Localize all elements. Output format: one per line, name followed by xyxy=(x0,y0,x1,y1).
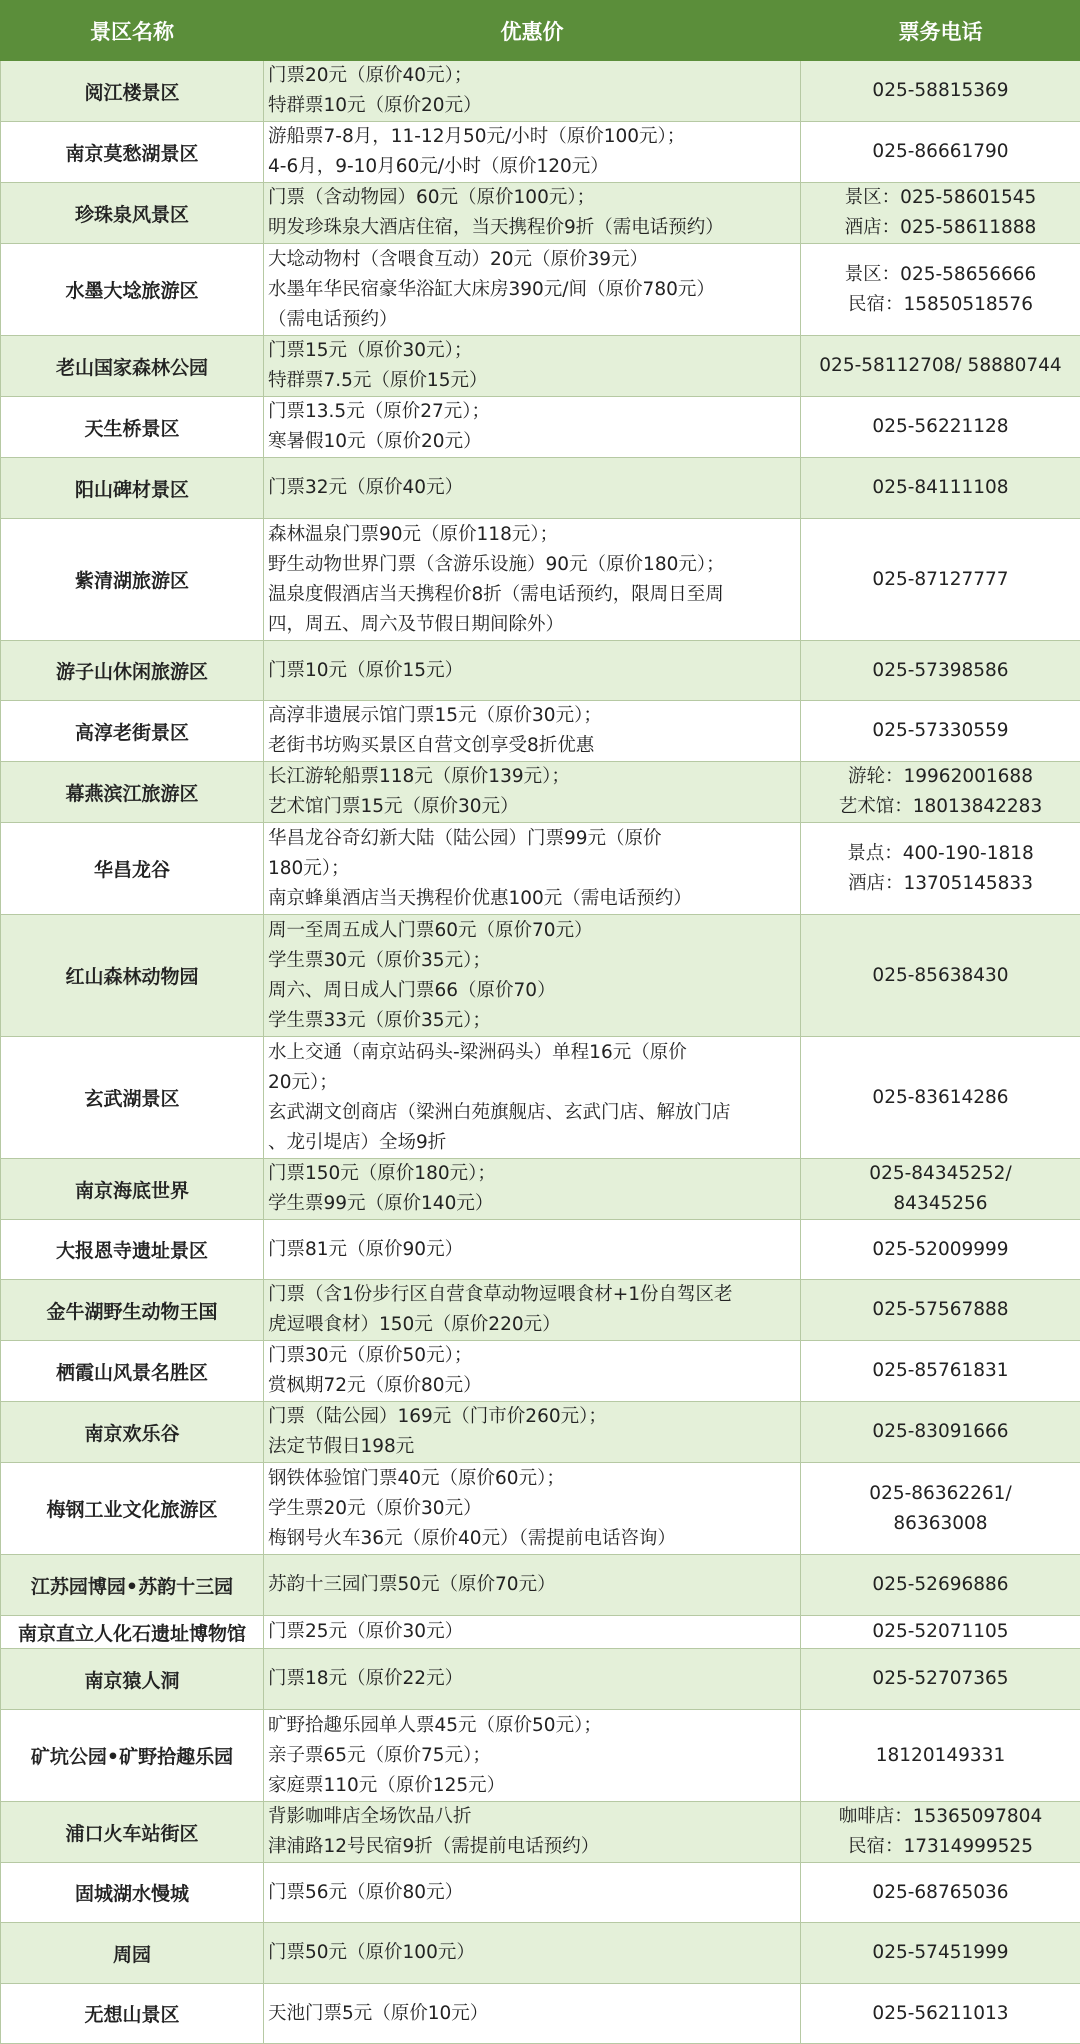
discount-line: 艺术馆门票15元（原价30元） xyxy=(268,796,519,817)
table-row xyxy=(1,1555,1080,1616)
discount-line: 家庭票110元（原价125元） xyxy=(268,1774,506,1796)
scenic-name-cell: 大报恩寺遗址景区 xyxy=(1,1220,264,1280)
header-ticket-phone: 票务电话 xyxy=(801,1,1080,61)
ticket-phone-cell xyxy=(801,1159,1080,1220)
discount-cell xyxy=(264,1037,801,1159)
table-row xyxy=(1,1037,1080,1159)
table-row xyxy=(1,183,1080,244)
scenic-name-cell: 江苏园博园•苏韵十三园 xyxy=(1,1555,264,1616)
phone-line: 86363008 xyxy=(893,1512,988,1534)
table-row xyxy=(1,1341,1080,1402)
discount-line: 周一至周五成人门票60元（原价70元） xyxy=(268,919,593,941)
discount-line: 温泉度假酒店当天携程价8折（需电话预约，限周日至周 xyxy=(268,583,724,605)
discount-line: 寒暑假10元（原价20元） xyxy=(268,431,482,452)
scenic-name-cell: 玄武湖景区 xyxy=(1,1037,264,1159)
ticket-phone-cell xyxy=(801,762,1080,823)
phone-line: 025-86362261/ xyxy=(869,1482,1012,1504)
discount-cell xyxy=(264,397,801,458)
ticket-phone-cell xyxy=(801,1863,1080,1923)
discount-line: 学生票99元（原价140元） xyxy=(268,1193,494,1214)
discount-line: 高淳非遗展示馆门票15元（原价30元）； xyxy=(268,705,602,726)
discount-line: 大埝动物村（含喂食互动）20元（原价39元） xyxy=(268,248,649,270)
scenic-name-cell: 南京欢乐谷 xyxy=(1,1402,264,1463)
ticket-phone-cell xyxy=(801,701,1080,762)
discount-line: 门票（陆公园）169元（门市价260元）； xyxy=(268,1406,607,1427)
discount-line: 津浦路12号民宿9折（需提前电话预约） xyxy=(268,1836,600,1857)
discount-cell xyxy=(264,61,801,122)
discount-line: 虎逗喂食材）150元（原价220元） xyxy=(268,1314,561,1335)
ticket-phone-cell xyxy=(801,122,1080,183)
header-scenic-name: 景区名称 xyxy=(1,1,264,61)
discount-line: 背影咖啡店全场饮品八折 xyxy=(268,1806,472,1827)
discount-line: 门票150元（原价180元）； xyxy=(268,1163,496,1184)
discount-line: 周六、周日成人门票66（原价70） xyxy=(268,979,556,1001)
phone-line: 025-56211013 xyxy=(872,2002,1009,2024)
phone-line: 025-84111108 xyxy=(872,477,1009,498)
scenic-name-cell: 南京猿人洞 xyxy=(1,1649,264,1710)
discount-cell xyxy=(264,336,801,397)
ticket-phone-cell xyxy=(801,336,1080,397)
ticket-phone-cell xyxy=(801,244,1080,336)
table-row xyxy=(1,762,1080,823)
discount-line: 4-6月，9-10月60元/小时（原价120元） xyxy=(268,156,609,177)
discount-cell xyxy=(264,458,801,519)
discount-cell xyxy=(264,1280,801,1341)
scenic-name-cell: 红山森林动物园 xyxy=(1,915,264,1037)
ticket-phone-cell xyxy=(801,915,1080,1037)
discount-line: 森林温泉门票90元（原价118元）； xyxy=(268,523,559,545)
scenic-name-cell: 紫清湖旅游区 xyxy=(1,519,264,641)
table-row xyxy=(1,1923,1080,1984)
scenic-name-cell: 华昌龙谷 xyxy=(1,823,264,915)
discount-cell xyxy=(264,519,801,641)
scenic-name-cell: 阳山碑材景区 xyxy=(1,458,264,519)
ticket-phone-cell xyxy=(801,1341,1080,1402)
discount-line: 四，周五、周六及节假日期间除外） xyxy=(268,613,565,635)
discount-line: 门票15元（原价30元）； xyxy=(268,340,473,361)
phone-line: 民宿：15850518576 xyxy=(848,293,1033,315)
scenic-name-cell: 幕燕滨江旅游区 xyxy=(1,762,264,823)
discount-line: 明发珍珠泉大酒店住宿，当天携程价9折（需电话预约） xyxy=(268,217,724,238)
ticket-phone-cell xyxy=(801,1220,1080,1280)
table-row xyxy=(1,1710,1080,1802)
discount-cell xyxy=(264,1649,801,1710)
discount-line: 门票10元（原价15元） xyxy=(268,659,464,681)
phone-line: 025-85638430 xyxy=(872,964,1009,986)
table-row xyxy=(1,1649,1080,1710)
scenic-name-cell: 金牛湖野生动物王国 xyxy=(1,1280,264,1341)
phone-line: 84345256 xyxy=(893,1193,988,1214)
ticket-phone-cell xyxy=(801,519,1080,641)
ticket-phone-cell xyxy=(801,1037,1080,1159)
phone-line: 025-57398586 xyxy=(872,659,1009,681)
ticket-phone-cell xyxy=(801,61,1080,122)
discount-line: 门票30元（原价50元）； xyxy=(268,1345,473,1366)
table-row xyxy=(1,915,1080,1037)
discount-cell xyxy=(264,641,801,701)
discount-line: 门票56元（原价80元） xyxy=(268,1881,464,1903)
phone-line: 025-52009999 xyxy=(872,1238,1009,1260)
phone-line: 游轮：19962001688 xyxy=(848,766,1033,787)
phone-line: 025-86661790 xyxy=(872,141,1009,162)
phone-line: 025-58815369 xyxy=(872,80,1009,101)
discount-cell xyxy=(264,1220,801,1280)
discount-line: 180元）； xyxy=(268,857,350,879)
discount-cell xyxy=(264,915,801,1037)
discount-line: 钢铁体验馆门票40元（原价60元）； xyxy=(268,1467,565,1489)
scenic-name-cell: 高淳老街景区 xyxy=(1,701,264,762)
ticket-phone-cell xyxy=(801,458,1080,519)
scenic-name-cell: 南京莫愁湖景区 xyxy=(1,122,264,183)
scenic-name-cell: 栖霞山风景名胜区 xyxy=(1,1341,264,1402)
phone-line: 025-57330559 xyxy=(872,720,1009,741)
phone-line: 025-57567888 xyxy=(872,1299,1009,1320)
discount-line: 门票13.5元（原价27元）； xyxy=(268,401,490,422)
phone-line: 景区：025-58656666 xyxy=(844,263,1037,285)
phone-line: 025-83614286 xyxy=(872,1086,1009,1108)
ticket-phone-cell xyxy=(801,1710,1080,1802)
phone-line: 景区：025-58601545 xyxy=(844,187,1037,208)
discount-line: 特群票10元（原价20元） xyxy=(268,95,482,116)
discount-line: 门票81元（原价90元） xyxy=(268,1238,464,1260)
ticket-phone-cell xyxy=(801,1923,1080,1984)
ticket-phone-cell xyxy=(801,641,1080,701)
discount-cell xyxy=(264,122,801,183)
discount-line: 学生票30元（原价35元）； xyxy=(268,949,491,971)
discount-cell xyxy=(264,1984,801,2044)
discount-line: 水墨年华民宿豪华浴缸大床房390元/间（原价780元） xyxy=(268,278,715,300)
table-row xyxy=(1,1402,1080,1463)
ticket-phone-cell xyxy=(801,1402,1080,1463)
discount-cell xyxy=(264,1863,801,1923)
discount-line: 20元）； xyxy=(268,1071,338,1093)
scenic-name-cell: 游子山休闲旅游区 xyxy=(1,641,264,701)
scenic-name-cell: 南京海底世界 xyxy=(1,1159,264,1220)
scenic-name-cell: 阅江楼景区 xyxy=(1,61,264,122)
discount-cell xyxy=(264,1616,801,1649)
discount-line: 学生票20元（原价30元） xyxy=(268,1497,482,1519)
phone-line: 艺术馆：18013842283 xyxy=(838,796,1043,817)
table-row xyxy=(1,1463,1080,1555)
phone-line: 025-56221128 xyxy=(872,416,1009,437)
ticket-phone-cell xyxy=(801,1984,1080,2044)
discount-line: 水上交通（南京站码头-梁洲码头）单程16元（原价 xyxy=(268,1041,687,1063)
ticket-phone-cell xyxy=(801,1280,1080,1341)
discount-line: 学生票33元（原价35元）； xyxy=(268,1009,491,1031)
table-row xyxy=(1,244,1080,336)
ticket-phone-cell xyxy=(801,1649,1080,1710)
discount-cell xyxy=(264,823,801,915)
discount-line: 门票（含1份步行区自营食草动物逗喂食材+1份自驾区老 xyxy=(268,1284,733,1305)
ticket-phone-cell xyxy=(801,183,1080,244)
phone-line: 025-85761831 xyxy=(872,1360,1009,1381)
ticket-phone-cell xyxy=(801,1802,1080,1863)
table-row xyxy=(1,1984,1080,2044)
table-row xyxy=(1,1802,1080,1863)
discount-cell xyxy=(264,183,801,244)
discount-line: 旷野拾趣乐园单人票45元（原价50元）； xyxy=(268,1714,602,1736)
discount-line: 、龙引堤店）全场9折 xyxy=(268,1131,447,1153)
discount-line: 天池门票5元（原价10元） xyxy=(268,2002,489,2024)
table-row xyxy=(1,1280,1080,1341)
table-row xyxy=(1,641,1080,701)
phone-line: 民宿：17314999525 xyxy=(848,1836,1033,1857)
table-header-row xyxy=(1,1,1080,61)
table-row xyxy=(1,458,1080,519)
phone-line: 025-68765036 xyxy=(872,1881,1009,1903)
ticket-phone-cell xyxy=(801,1463,1080,1555)
table-row xyxy=(1,397,1080,458)
table-row xyxy=(1,61,1080,122)
discount-cell xyxy=(264,1802,801,1863)
table-row xyxy=(1,1220,1080,1280)
phone-line: 025-52696886 xyxy=(872,1574,1009,1595)
scenic-name-cell: 南京直立人化石遗址博物馆 xyxy=(1,1616,264,1649)
scenic-name-cell: 梅钢工业文化旅游区 xyxy=(1,1463,264,1555)
discount-line: 门票32元（原价40元） xyxy=(268,477,464,498)
scenic-name-cell: 固城湖水慢城 xyxy=(1,1863,264,1923)
discount-line: 门票（含动物园）60元（原价100元）； xyxy=(268,187,596,208)
phone-line: 酒店：13705145833 xyxy=(848,872,1033,894)
ticket-phone-cell xyxy=(801,397,1080,458)
scenic-name-cell: 水墨大埝旅游区 xyxy=(1,244,264,336)
discount-cell xyxy=(264,244,801,336)
ticket-phone-cell xyxy=(801,823,1080,915)
scenic-name-cell: 浦口火车站街区 xyxy=(1,1802,264,1863)
discount-line: 梅钢号火车36元（原价40元）（需提前电话咨询） xyxy=(268,1527,676,1549)
discount-line: 门票50元（原价100元） xyxy=(268,1942,475,1963)
discount-line: 老街书坊购买景区自营文创享受8折优惠 xyxy=(268,735,595,756)
scenic-name-cell: 矿坑公园•矿野拾趣乐园 xyxy=(1,1710,264,1802)
phone-line: 景点：400-190-1818 xyxy=(847,842,1034,864)
discount-line: 法定节假日198元 xyxy=(268,1436,415,1457)
discount-line: 门票20元（原价40元）； xyxy=(268,65,473,86)
table-row xyxy=(1,1159,1080,1220)
discount-line: 长江游轮船票118元（原价139元）； xyxy=(268,766,570,787)
discount-line: 赏枫期72元（原价80元） xyxy=(268,1375,482,1396)
discount-line: 门票25元（原价30元） xyxy=(268,1621,464,1642)
discount-line: 玄武湖文创商店（梁洲白苑旗舰店、玄武门店、解放门店 xyxy=(268,1101,731,1123)
discount-line: 苏韵十三园门票50元（原价70元） xyxy=(268,1574,556,1595)
phone-line: 18120149331 xyxy=(875,1744,1006,1766)
scenic-name-cell: 老山国家森林公园 xyxy=(1,336,264,397)
discount-cell xyxy=(264,1159,801,1220)
discount-line: 特群票7.5元（原价15元） xyxy=(268,370,488,391)
discount-cell xyxy=(264,1710,801,1802)
discount-cell xyxy=(264,701,801,762)
ticket-phone-cell xyxy=(801,1555,1080,1616)
discount-line: 游船票7-8月，11-12月50元/小时（原价100元）； xyxy=(268,126,686,147)
table-row xyxy=(1,1863,1080,1923)
discount-cell xyxy=(264,1402,801,1463)
phone-line: 025-84345252/ xyxy=(869,1163,1012,1184)
scenic-name-cell: 周园 xyxy=(1,1923,264,1984)
discount-line: 华昌龙谷奇幻新大陆（陆公园）门票99元（原价 xyxy=(268,827,662,849)
discount-cell xyxy=(264,1555,801,1616)
phone-line: 025-52071105 xyxy=(872,1621,1009,1642)
scenic-name-cell: 天生桥景区 xyxy=(1,397,264,458)
phone-line: 025-58112708/ 58880744 xyxy=(819,355,1062,376)
phone-line: 酒店：025-58611888 xyxy=(844,217,1037,238)
table-row xyxy=(1,823,1080,915)
discount-cell xyxy=(264,762,801,823)
header-discount-price: 优惠价 xyxy=(264,1,801,61)
ticket-phone-cell xyxy=(801,1616,1080,1649)
discount-cell xyxy=(264,1341,801,1402)
discount-cell xyxy=(264,1463,801,1555)
discount-line: 亲子票65元（原价75元）； xyxy=(268,1744,491,1766)
discount-line: 南京蜂巢酒店当天携程价优惠100元（需电话预约） xyxy=(268,887,692,909)
table-row xyxy=(1,122,1080,183)
scenic-name-cell: 无想山景区 xyxy=(1,1984,264,2044)
phone-line: 025-87127777 xyxy=(872,568,1009,590)
table-row xyxy=(1,336,1080,397)
phone-line: 025-57451999 xyxy=(872,1942,1009,1963)
phone-line: 咖啡店：15365097804 xyxy=(838,1806,1043,1827)
discount-line: 门票18元（原价22元） xyxy=(268,1668,464,1689)
table-row xyxy=(1,1616,1080,1649)
table-row xyxy=(1,701,1080,762)
table-body xyxy=(1,61,1080,2044)
discount-cell xyxy=(264,1923,801,1984)
discount-line: 野生动物世界门票（含游乐设施）90元（原价180元）； xyxy=(268,553,725,575)
phone-line: 025-52707365 xyxy=(872,1668,1009,1689)
phone-line: 025-83091666 xyxy=(872,1421,1009,1442)
discount-line: （需电话预约） xyxy=(268,308,398,330)
scenic-name-cell: 珍珠泉风景区 xyxy=(1,183,264,244)
table-row xyxy=(1,519,1080,641)
